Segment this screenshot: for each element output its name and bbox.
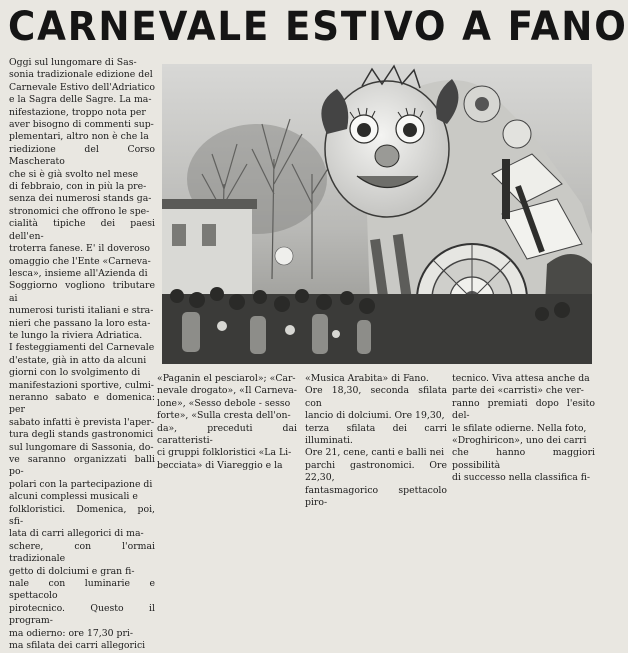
headline: CARNEVALE ESTIVO A FANO (8, 4, 628, 50)
photo-building (162, 204, 252, 294)
article-column-bottom-3: tecnico. Viva attesa anche da parte dei «carristi» che ver- ranno premiati dopo l'esito del- le sfilate odierne. Nella foto, «Droghiricon», uno dei carri che hanno maggiori possibilità di successo nella classifica fi- (452, 373, 595, 484)
article-column-left: Oggi sul lungomare di Sas- sonia tradizionale edizione del Carnevale Estivo dell'Adriatico e la Sagra delle Sagre. La ma- nifestazione, troppo nota per aver bisogno di commenti sup- plementari, altro non è che la riedizione del Corso Mascherato che si è già svolto nel mese di febbraio, con in più la pre- senza dei numerosi stands ga- stronomici che offrono le spe- cialità tipiche dei paesi dell'en- troterra fanese. E' il doveroso omaggio che l'Ente «Carneva- lesca», insieme all'Azienda di Soggiorno vogliono tributare ai numerosi turisti italiani e stra- nieri che passano la loro esta- te lungo la riviera Adriatica. I festeggiamenti del Carnevale d'estate, già in atto da alcuni giorni con lo svolgimento di manifestazioni sportive, culmi- neranno sabato e domenica: per sabato infatti è prevista l'aper- tura degli stands gastronomici sul lungomare di Sassonia, do- ve saranno organizzati balli po- polari con la partecipazione di alcuni complessi musicali e folkloristici. Domenica, poi, sfi- lata di carri allegorici di ma- schere, con l'ormai tradizionale getto di dolciumi e gran fi- nale con luminarie e spettacolo pirotecnico. Questo il program- ma odierno: ore 17,30 pri- ma sfilata dei carri allegorici (9, 57, 155, 652)
article-column-bottom-2: «Musica Arabita» di Fano. Ore 18,30, seconda sfilata con lancio di dolciumi. Ore 19,30, terza sfilata dei carri illuminati. Ore 21, cene, canti e balli nei parchi gastronomici. Ore 22,30, fantasmagorico spettacolo piro- (305, 373, 447, 509)
photo-crowd (162, 287, 592, 364)
article-column-bottom-1: «Paganin el pesciarol»; «Car- nevale drogato», «Il Carneva- lone», «Sesso debole - sesso forte», «Sulla cresta dell'on- da», preceduti dai caratteristi- ci gruppi folkloristici «La Li- becciata» di Viareggio e la (157, 373, 297, 471)
carnival-float-photo (162, 64, 592, 364)
article-photo (162, 64, 592, 364)
